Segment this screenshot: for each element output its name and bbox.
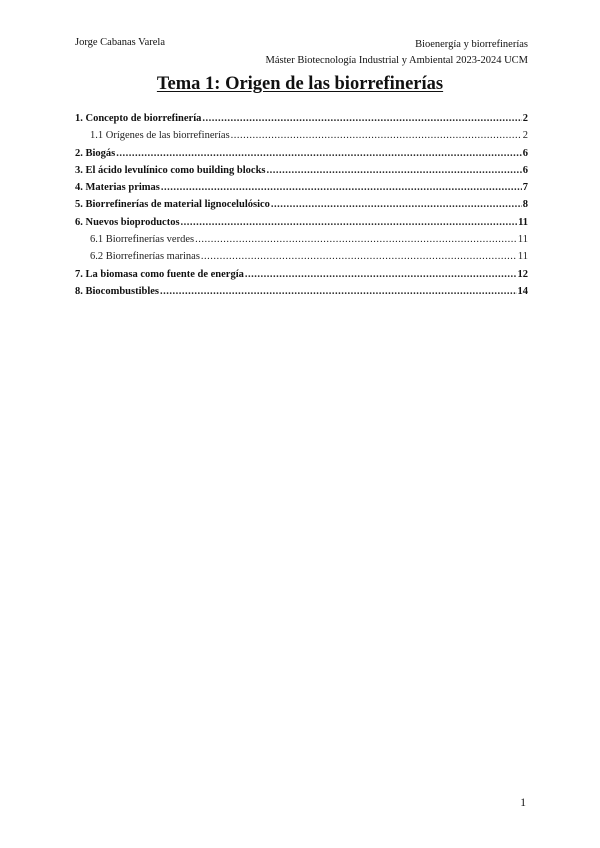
toc-leader	[161, 182, 522, 193]
toc-leader	[271, 199, 522, 210]
toc-entry-page: 11	[517, 234, 528, 246]
toc-entry[interactable]	[75, 286, 528, 303]
toc-entry[interactable]	[75, 182, 528, 199]
toc-entry[interactable]	[75, 113, 528, 130]
toc-entry-label: 3. El ácido levulínico como building blocks	[75, 164, 266, 176]
toc-entry-page: 11	[518, 216, 528, 228]
toc-entry-label: 1.1 Orígenes de las biorrefinerías	[90, 130, 230, 142]
toc-entry-page: 11	[517, 251, 528, 263]
toc-entry-label: 1. Concepto de biorrefinería	[75, 113, 202, 124]
toc-entry-label: 2. Biogás	[75, 147, 116, 159]
page-title: Tema 1: Origen de las biorrefinerías	[156, 74, 444, 94]
toc-entry-page: 7	[522, 182, 528, 194]
toc-entry[interactable]	[75, 148, 528, 165]
toc-entry-label: 5. Biorrefinerías de material lignocelulósico	[75, 199, 270, 211]
toc-leader	[160, 286, 516, 297]
toc-entry-page: 2	[522, 113, 528, 124]
toc-entry-page: 6	[522, 164, 528, 176]
toc-entry-label: 8. Biocombustibles	[75, 285, 160, 297]
page-number: 1	[520, 797, 526, 809]
toc-leader	[245, 269, 517, 280]
table-of-contents	[75, 113, 528, 303]
header-course: Bioenergía y biorrefinerías	[415, 39, 528, 50]
toc-leader	[195, 234, 517, 245]
header-author: Jorge Cabanas Varela	[75, 37, 165, 48]
toc-entry-label: 6.2 Biorrefinerías marinas	[90, 251, 200, 263]
toc-entry-label: 6. Nuevos bioproductos	[75, 216, 180, 228]
toc-entry[interactable]	[75, 269, 528, 286]
toc-entry[interactable]	[75, 130, 528, 147]
header-program: Máster Biotecnología Industrial y Ambiental 2023-2024 UCM	[265, 54, 528, 66]
toc-entry[interactable]	[75, 234, 528, 251]
toc-leader	[116, 148, 521, 159]
toc-leader	[231, 130, 522, 141]
toc-entry-page: 8	[522, 199, 528, 211]
toc-entry[interactable]	[75, 199, 528, 216]
toc-entry-page: 6	[522, 147, 528, 159]
toc-entry-label: 6.1 Biorrefinerías verdes	[90, 234, 195, 246]
toc-entry[interactable]	[75, 251, 528, 268]
toc-leader	[181, 217, 518, 228]
toc-entry[interactable]	[75, 217, 528, 234]
header-right	[266, 37, 528, 68]
toc-leader	[202, 113, 521, 124]
toc-entry-label: 7. La biomasa como fuente de energía	[75, 268, 244, 280]
toc-entry-page: 2	[522, 130, 528, 142]
toc-entry[interactable]	[75, 165, 528, 182]
toc-entry-page: 14	[517, 285, 528, 297]
toc-leader	[267, 165, 522, 176]
toc-leader	[201, 251, 517, 262]
toc-entry-label: 4. Materias primas	[75, 182, 160, 194]
toc-entry-page: 12	[517, 268, 528, 280]
